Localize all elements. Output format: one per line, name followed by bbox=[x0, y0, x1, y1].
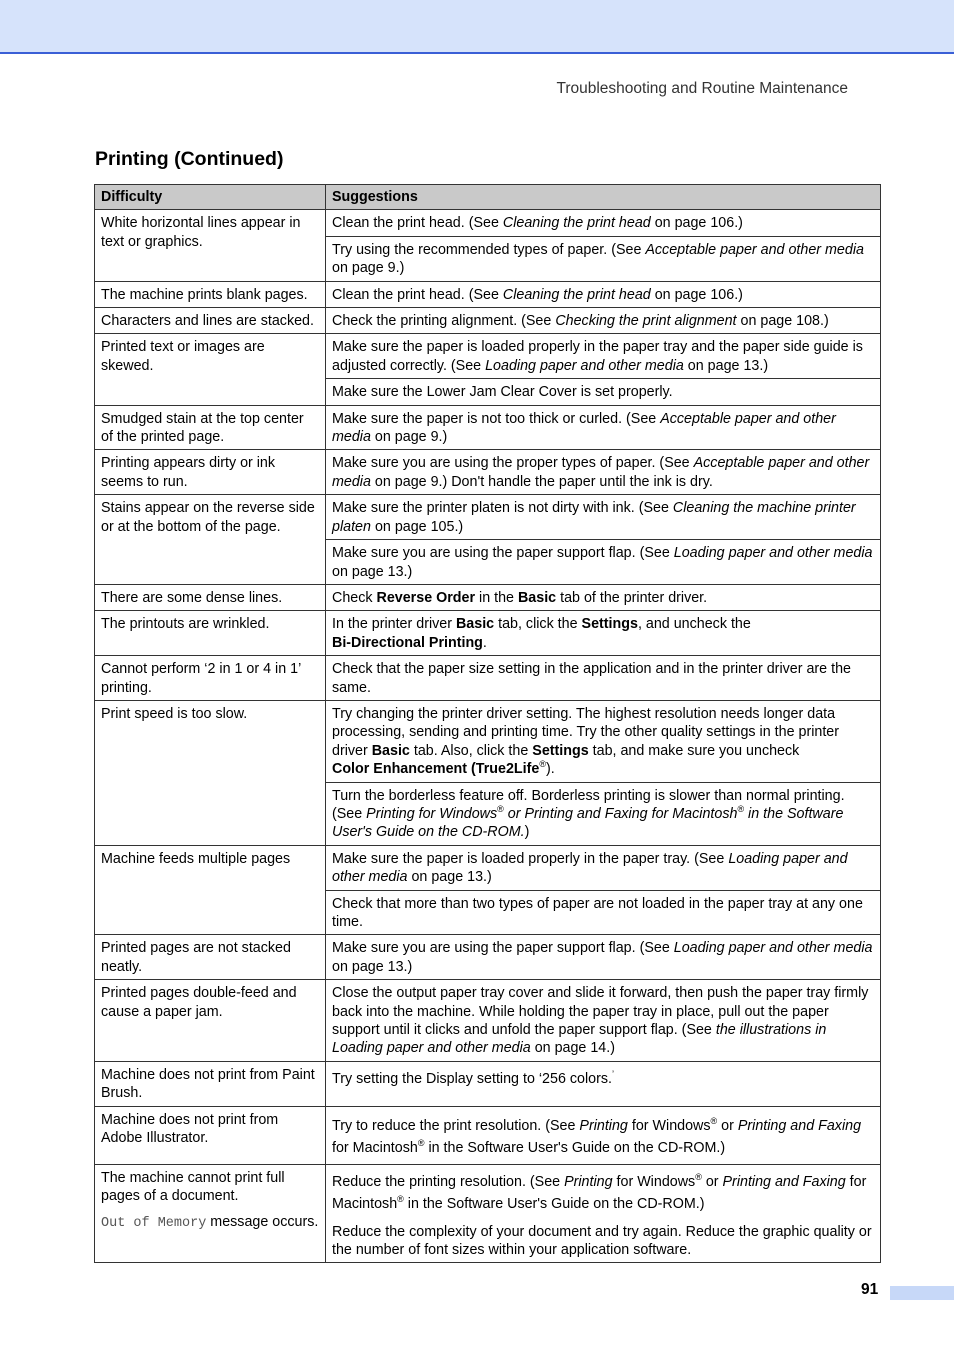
table-row bbox=[95, 308, 881, 334]
suggestion-cell: Make sure you are using the proper types of paper. (See Acceptable paper and other media on page 9.) Don't handle the paper until the ink is dry. bbox=[326, 450, 881, 495]
suggestion-cell: Make sure the printer platen is not dirty with ink. (See Cleaning the machine printer platen on page 105.) bbox=[326, 495, 881, 540]
difficulty-cell: Printed pages double-feed and cause a paper jam. bbox=[95, 980, 326, 1062]
table-row bbox=[95, 1106, 881, 1164]
suggestion-cell: Try changing the printer driver setting. The highest resolution needs longer data processing, sending and printing time. Try the other quality settings in the printer driver Basic tab. Also, click the Settings tab, and make sure you uncheck Color Enhancement (True2Life®). bbox=[326, 700, 881, 782]
difficulty-cell: The printouts are wrinkled. bbox=[95, 611, 326, 656]
top-header-band bbox=[0, 0, 954, 54]
table-row bbox=[95, 281, 881, 307]
section-title: Printing (Continued) bbox=[95, 148, 284, 170]
running-header: Troubleshooting and Routine Maintenance bbox=[556, 80, 848, 97]
difficulty-cell: Machine does not print from Paint Brush. bbox=[95, 1061, 326, 1106]
suggestion-cell: Make sure you are using the paper support flap. (See Loading paper and other media on page 13.) bbox=[326, 935, 881, 980]
table-row bbox=[95, 656, 881, 701]
difficulty-cell: Printing appears dirty or ink seems to run. bbox=[95, 450, 326, 495]
suggestion-cell: Check that more than two types of paper are not loaded in the paper tray at any one time. bbox=[326, 890, 881, 935]
table-row bbox=[95, 1061, 881, 1106]
table-row bbox=[95, 935, 881, 980]
suggestion-cell: Clean the print head. (See Cleaning the print head on page 106.) bbox=[326, 281, 881, 307]
troubleshooting-table bbox=[94, 184, 881, 1263]
difficulty-cell: Machine does not print from Adobe Illustrator. bbox=[95, 1106, 326, 1164]
suggestion-cell: Check that the paper size setting in the application and in the printer driver are the same. bbox=[326, 656, 881, 701]
difficulty-cell: Machine feeds multiple pages bbox=[95, 845, 326, 935]
difficulty-cell: The machine cannot print full pages of a document. Out of Memory message occurs. bbox=[95, 1164, 326, 1263]
table-row bbox=[95, 700, 881, 782]
suggestion-cell: In the printer driver Basic tab, click the Settings, and uncheck the Bi-Directional Printing. bbox=[326, 611, 881, 656]
error-message-code: Out of Memory bbox=[101, 1216, 207, 1232]
table-row bbox=[95, 334, 881, 379]
difficulty-cell: Printed pages are not stacked neatly. bbox=[95, 935, 326, 980]
difficulty-cell: White horizontal lines appear in text or graphics. bbox=[95, 210, 326, 281]
suggestion-cell: Make sure the Lower Jam Clear Cover is set properly. bbox=[326, 379, 881, 405]
table-row bbox=[95, 980, 881, 1062]
suggestion-cell: Check Reverse Order in the Basic tab of the printer driver. bbox=[326, 584, 881, 610]
table-row bbox=[95, 450, 881, 495]
difficulty-cell: Printed text or images are skewed. bbox=[95, 334, 326, 405]
header-difficulty: Difficulty bbox=[95, 185, 326, 210]
suggestion-cell: Turn the borderless feature off. Borderless printing is slower than normal printing. (See Printing for Windows® or Printing and Faxing for Macintosh® in the Software User's Guide on the CD-ROM.) bbox=[326, 782, 881, 845]
difficulty-cell: Print speed is too slow. bbox=[95, 700, 326, 845]
difficulty-cell: Cannot perform ‘2 in 1 or 4 in 1’ printing. bbox=[95, 656, 326, 701]
difficulty-cell: The machine prints blank pages. bbox=[95, 281, 326, 307]
header-suggestions: Suggestions bbox=[326, 185, 881, 210]
table-row bbox=[95, 611, 881, 656]
suggestion-cell: Try using the recommended types of paper. (See Acceptable paper and other media on page 9.) bbox=[326, 236, 881, 281]
page-tab-marker bbox=[890, 1286, 954, 1300]
suggestion-cell: Close the output paper tray cover and slide it forward, then push the paper tray firmly back into the machine. While holding the paper tray in place, pull out the paper support until it clicks and unfold the paper support flap. (See the illustrations in Loading paper and other media on page 14.) bbox=[326, 980, 881, 1062]
suggestion-cell: Clean the print head. (See Cleaning the print head on page 106.) bbox=[326, 210, 881, 236]
suggestion-cell: Try to reduce the print resolution. (See Printing for Windows® or Printing and Faxing for Macintosh® in the Software User's Guide on the CD-ROM.) bbox=[326, 1106, 881, 1164]
difficulty-cell: Characters and lines are stacked. bbox=[95, 308, 326, 334]
difficulty-cell: There are some dense lines. bbox=[95, 584, 326, 610]
suggestion-cell: Try setting the Display setting to ‘256 colors.’ bbox=[326, 1061, 881, 1106]
suggestion-cell: Reduce the printing resolution. (See Printing for Windows® or Printing and Faxing for Macintosh® in the Software User's Guide on the CD-ROM.) Reduce the complexity of your document and try again. Reduce the graphic quality or the number of font sizes within your application software. bbox=[326, 1164, 881, 1263]
suggestion-cell: Make sure the paper is loaded properly in the paper tray. (See Loading paper and other media on page 13.) bbox=[326, 845, 881, 890]
table-header-row bbox=[95, 185, 881, 210]
difficulty-cell: Smudged stain at the top center of the printed page. bbox=[95, 405, 326, 450]
table-row bbox=[95, 210, 881, 236]
suggestion-cell: Make sure the paper is not too thick or curled. (See Acceptable paper and other media on page 9.) bbox=[326, 405, 881, 450]
table-row bbox=[95, 584, 881, 610]
table-row bbox=[95, 1164, 881, 1263]
suggestion-cell: Make sure the paper is loaded properly in the paper tray and the paper side guide is adjusted correctly. (See Loading paper and other media on page 13.) bbox=[326, 334, 881, 379]
suggestion-cell: Check the printing alignment. (See Checking the print alignment on page 108.) bbox=[326, 308, 881, 334]
table-row bbox=[95, 495, 881, 540]
page-number: 91 bbox=[861, 1281, 879, 1298]
table-row bbox=[95, 405, 881, 450]
table-row bbox=[95, 845, 881, 890]
difficulty-cell: Stains appear on the reverse side or at the bottom of the page. bbox=[95, 495, 326, 585]
suggestion-cell: Make sure you are using the paper support flap. (See Loading paper and other media on page 13.) bbox=[326, 540, 881, 585]
